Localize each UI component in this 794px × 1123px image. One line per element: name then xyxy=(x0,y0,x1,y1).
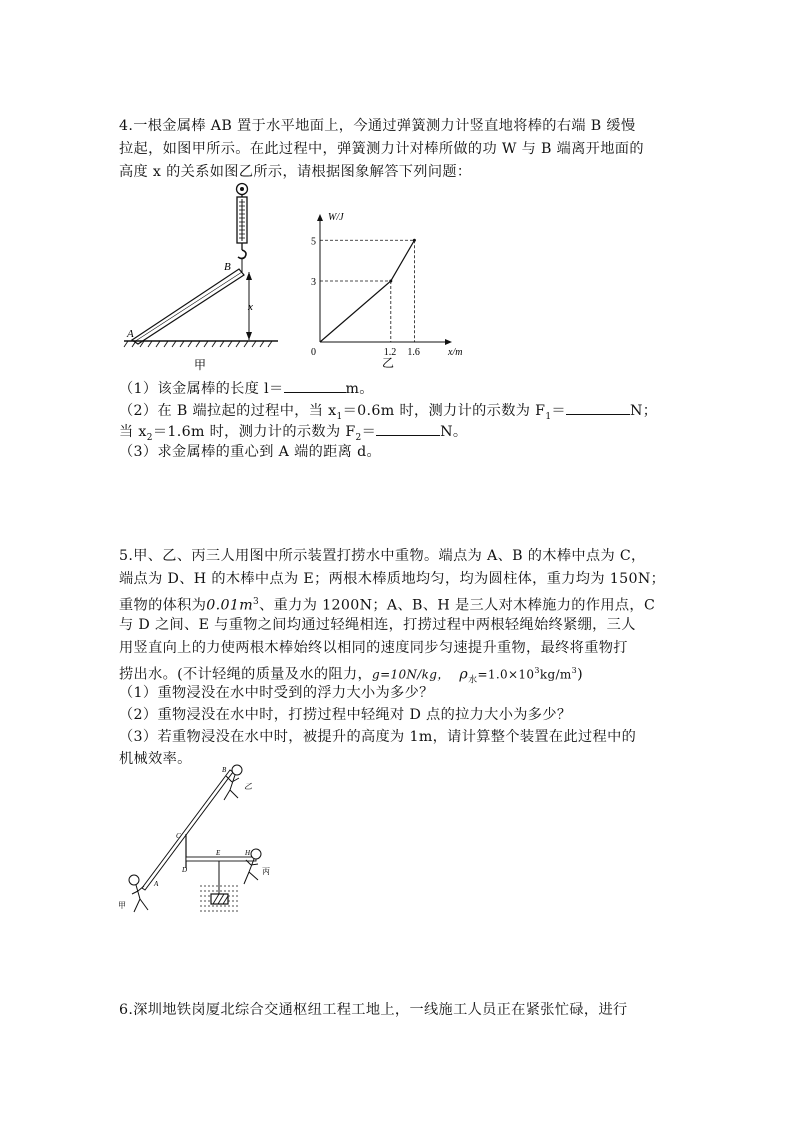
q5-volume-exp: 3 xyxy=(253,597,260,607)
point-c: C xyxy=(176,832,181,840)
series-line xyxy=(320,240,414,342)
q5-g: g=10N/kg， xyxy=(372,667,450,682)
answer-blank-length[interactable] xyxy=(284,378,346,393)
q4-sub2-text-f: ＝1.6m 时，测力计的示数为 F xyxy=(152,424,356,440)
q5-rho-unit-exp: 3 xyxy=(571,666,578,675)
q4-sub2-unit1: N； xyxy=(629,403,658,419)
ytick-5: 5 xyxy=(311,236,316,248)
answer-blank-f1[interactable] xyxy=(566,400,630,415)
caption-yi: 乙 xyxy=(382,356,395,370)
q5-l6-a: 捞出水。(不计轻绳的质量及水的阻力， xyxy=(119,666,373,683)
answer-blank-f2[interactable] xyxy=(376,421,440,436)
q5-l6-end: ) xyxy=(577,666,583,683)
q4-line-2: 拉起，如图甲所示。在此过程中，弹簧测力计对棒所做的功 W 与 B 端离开地面的 xyxy=(119,141,644,157)
q5-rho-sub: 水 xyxy=(468,675,478,686)
x-axis-label: x/m xyxy=(448,347,463,358)
q5-line-3 xyxy=(119,592,655,616)
xtick-1-6: 1.6 xyxy=(407,347,420,358)
q4-sub2-text-e: 当 x xyxy=(119,424,147,440)
q4-sub2-text-b: ＝0.6m 时，测力计的示数为 F xyxy=(342,403,546,419)
q5-sub3-a: （3）若重物浸没在水中时，被提升的高度为 1m，请计算整个装置在此过程中的 xyxy=(119,729,637,745)
person-bing-label: 丙 xyxy=(262,867,270,876)
point-e: E xyxy=(216,849,221,857)
label-x: x xyxy=(248,301,253,313)
q5-sub2: （2）重物浸没在水中时，打捞过程中轻绳对 D 点的拉力大小为多少？ xyxy=(119,707,572,723)
label-a: A xyxy=(127,328,134,340)
q5-l3-b: 、重力为 1200N；A、B、H 是三人对木棒施力的作用点，C xyxy=(259,597,656,614)
y-axis-arrow xyxy=(317,214,323,221)
xtick-1-2: 1.2 xyxy=(383,347,397,358)
q4-sub1 xyxy=(119,378,374,399)
q5-rho-unit: kg/m xyxy=(539,667,572,682)
q5-rho-val: =1.0×10 xyxy=(477,667,535,682)
data-point-2 xyxy=(413,239,416,242)
q5-line-5: 用竖直向上的力使两根木棒始终以相同的速度同步匀速提升重物，最终将重物打 xyxy=(119,640,628,656)
q4-sub2-sub1: 1 xyxy=(336,411,343,422)
q5-rho: ρ xyxy=(459,666,469,683)
q4-sub2-f2-sub: 2 xyxy=(355,432,362,443)
q5-l3-a: 重物的体积为 xyxy=(119,597,207,614)
figure-yi-chart xyxy=(300,200,470,375)
q4-line-3: 高度 x 的关系如图乙所示，请根据图象解答下列问题： xyxy=(119,164,472,180)
point-a: A xyxy=(154,880,159,888)
x-axis-arrow xyxy=(445,339,452,345)
q5-rho-exp: 3 xyxy=(534,666,540,675)
q4-sub2-text-a: （2）在 B 端拉起的过程中，当 x xyxy=(119,403,337,419)
q4-sub2-sub2: 2 xyxy=(146,432,153,443)
q5-volume: 0.01m xyxy=(206,597,254,614)
q4-sub2-eq: ＝ xyxy=(551,403,566,419)
q5-sub3-b: 机械效率。 xyxy=(119,751,192,767)
q6-line-1: 6.深圳地铁岗厦北综合交通枢纽工程工地上，一线施工人员正在紧张忙碌，进行 xyxy=(119,1002,628,1018)
figure-jia xyxy=(118,180,288,375)
person-jia-label: 甲 xyxy=(118,901,126,910)
q4-sub1-unit: m。 xyxy=(345,381,374,397)
y-axis-label: W/J xyxy=(328,212,344,223)
figure-q5-device xyxy=(118,762,298,922)
point-d: D xyxy=(182,866,188,874)
q4-sub1-text: （1）该金属棒的长度 l＝ xyxy=(119,381,284,397)
q5-line-2: 端点为 D、H 的木棒中点为 E；两根木棒质地均匀，均为圆柱体，重力均为 150N； xyxy=(119,571,666,587)
point-h: H xyxy=(245,849,251,857)
q4-sub3: （3）求金属棒的重心到 A 端的距离 d。 xyxy=(119,444,382,460)
origin-label: 0 xyxy=(311,347,316,358)
q4-sub2-unit2: N。 xyxy=(440,424,468,440)
data-point-1 xyxy=(389,279,392,282)
label-b: B xyxy=(224,261,231,273)
point-b: B xyxy=(222,766,227,774)
q5-line-4: 与 D 之间、E 与重物之间均通过轻绳相连，打捞过程中两根轻绳始终紧绷，三人 xyxy=(119,617,636,633)
person-yi-label: 乙 xyxy=(244,782,252,791)
q4-sub2-f1-sub: 1 xyxy=(545,411,552,422)
q5-line-1: 5.甲、乙、丙三人用图中所示装置打捞水中重物。端点为 A、B 的木棒中点为 C， xyxy=(119,548,646,564)
q4-sub2-eq2: ＝ xyxy=(361,424,377,440)
caption-jia: 甲 xyxy=(193,358,207,372)
q4-line-1: 4.一根金属棒 AB 置于水平地面上，今通过弹簧测力计竖直地将棒的右端 B 缓慢 xyxy=(119,118,636,134)
ytick-3: 3 xyxy=(311,276,316,288)
q5-sub1: （1）重物浸没在水中时受到的浮力大小为多少？ xyxy=(119,685,434,701)
